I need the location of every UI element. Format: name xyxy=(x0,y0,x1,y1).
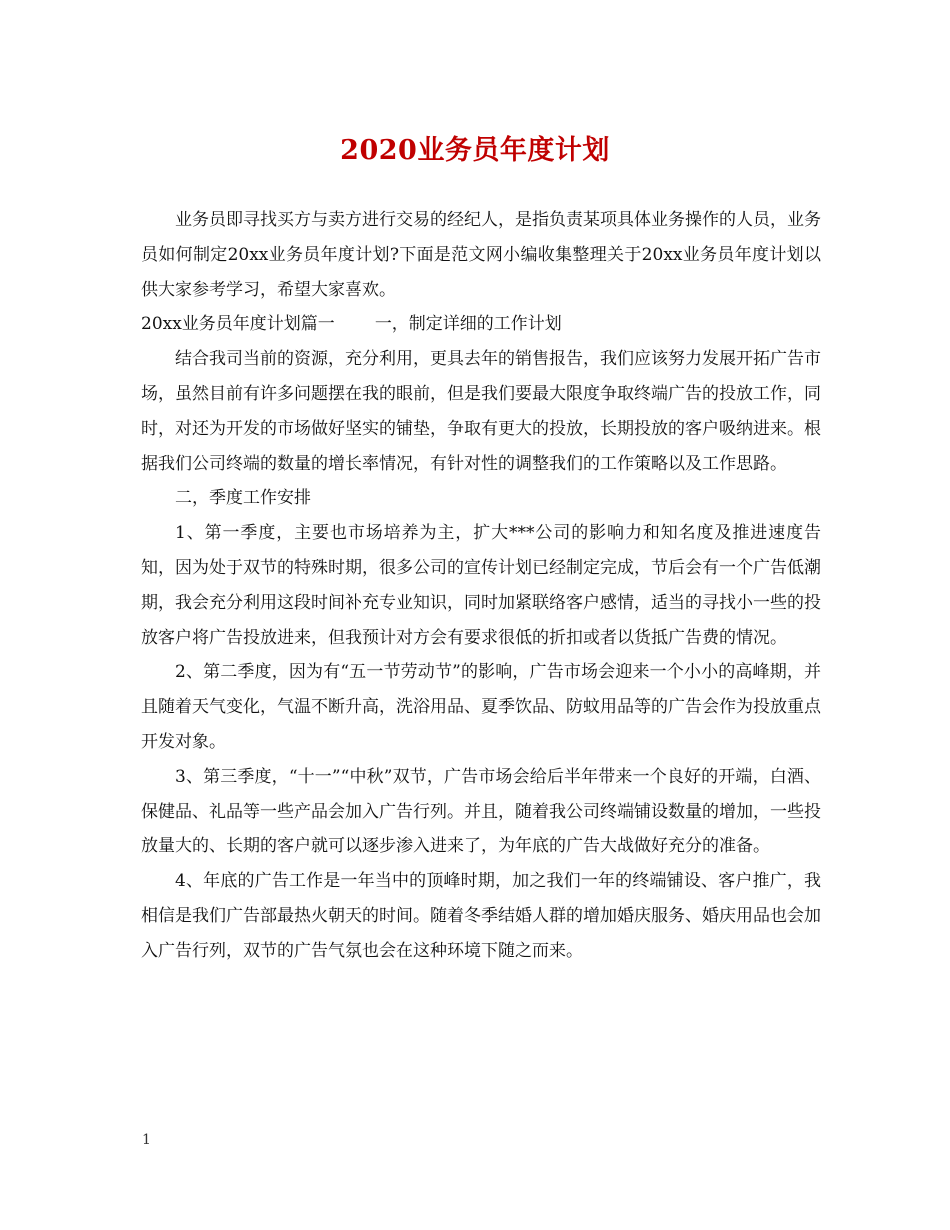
paragraph-q3: 3、第三季度，“十一”“中秋”双节，广告市场会给后半年带来一个良好的开端，白酒、保健品、礼品等一些产品会加入广告行列。并且，随着我公司终端铺设数量的增加，一些投放量大的、长期的客户就可以逐步渗入进来了，为年底的广告大战做好充分的准备。 xyxy=(141,766,821,857)
paragraph-q4: 4、年底的广告工作是一年当中的顶峰时期，加之我们一年的终端铺设、客户推广，我相信是我们广告部最热火朝天的时间。随着冬季结婚人群的增加婚庆服务、婚庆用品也会加入广告行列，双节的广告气氛也会在这种环境下随之而来。 xyxy=(141,871,821,961)
section-subheading: 一，制定详细的工作计划 xyxy=(374,314,562,335)
page-number: 1 xyxy=(142,1132,151,1148)
document-title: 2020业务员年度计划 xyxy=(340,135,610,166)
paragraph-q1: 1、第一季度，主要也市场培养为主，扩大***公司的影响力和知名度及推进速度告知，因为处于双节的特殊时期，很多公司的宣传计划已经制定完成，节后会有一个广告低潮期，我会充分利用这段时间补充专业知识，同时加紧联络客户感情，适当的寻找小一些的投放客户将广告投放进来，但我预计对方会有要求很低的折扣或者以货抵广告费的情况。 xyxy=(141,523,821,648)
section-heading: 20xx业务员年度计划篇一 xyxy=(141,314,335,335)
paragraph-q2: 2、第二季度，因为有“五一节劳动节”的影响，广告市场会迎来一个小小的高峰期，并且随着天气变化，气温不断升高，洗浴用品、夏季饮品、防蚊用品等的广告会作为投放重点开发对象。 xyxy=(141,662,821,752)
paragraph-resources: 结合我司当前的资源，充分利用，更具去年的销售报告，我们应该努力发展开拓广告市场，虽然目前有许多问题摆在我的眼前，但是我们要最大限度争取终端广告的投放工作，同时，对还为开发的市场做好坚实的铺垫，争取有更大的投放，长期投放的客户吸纳进来。根据我们公司终端的数量的增长率情况，有针对性的调整我们的工作策略以及工作思路。 xyxy=(141,349,821,474)
section-heading-line xyxy=(141,307,821,342)
paragraph-quarterly-heading: 二，季度工作安排 xyxy=(175,488,311,509)
document-body xyxy=(141,203,821,969)
intro-paragraph: 业务员即寻找买方与卖方进行交易的经纪人，是指负责某项具体业务操作的人员，业务员如何制定20xx业务员年度计划?下面是范文网小编收集整理关于20xx业务员年度计划以供大家参考学习，希望大家喜欢。 xyxy=(141,210,821,300)
